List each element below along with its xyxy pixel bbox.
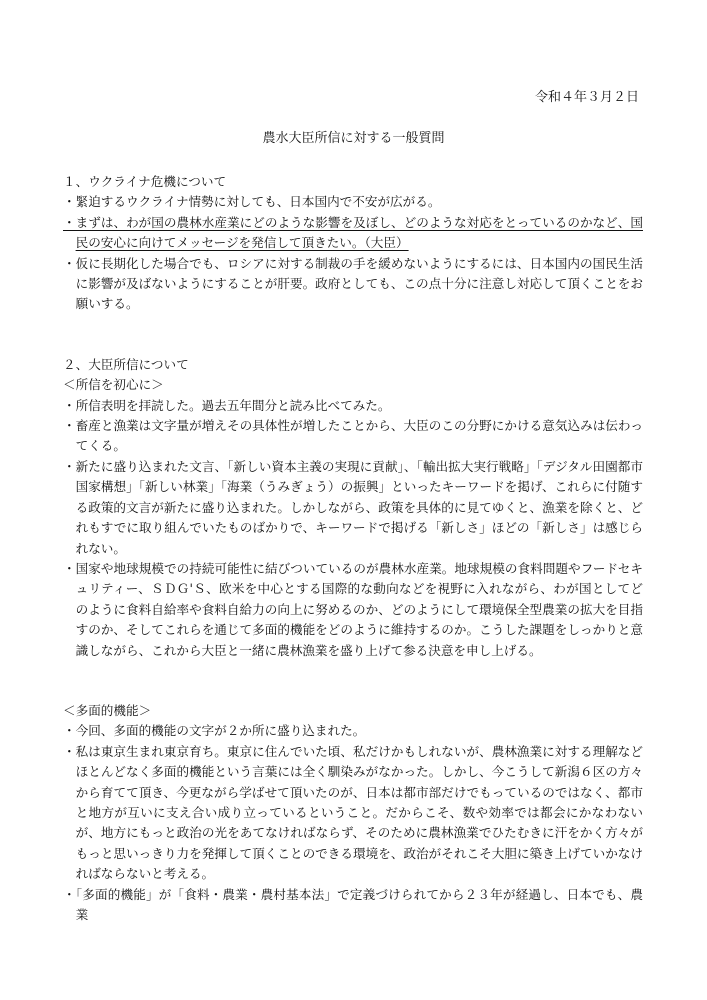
bullet-item: ・「多面的機能」が「食料・農業・農村基本法」で定義づけられてから２３年が経過し、日本でも、農業 (63, 886, 643, 922)
bullet-item-underlined: ・まずは、わが国の農林水産業にどのような影響を及ぼし、どのような対応をとっているのかなど、国民の安心に向けてメッセージを発信して頂きたい。（大臣） (63, 214, 643, 251)
section-spacer (63, 661, 643, 681)
bullet-item: ・緊迫するウクライナ情勢に対しても、日本国内で不安が広がる。 (63, 194, 441, 210)
subheading-multifunctional: ＜多面的機能＞ (63, 702, 152, 718)
bullet-item: ・所信表明を拝読した。過去五年間分と読み比べてみた。 (63, 397, 391, 413)
subheading-shoshin: ＜所信を初心に＞ (63, 377, 164, 393)
bullet-item: ・今回、多面的機能の文字が２か所に盛り込まれた。 (63, 723, 366, 739)
bullet-item: ・畜産と漁業は文字量が増えその具体性が増したことから、大臣のこの分野にかける意気込みは伝わってくる。 (63, 418, 643, 454)
document-date: 令和４年３月２日 (534, 90, 639, 105)
bullet-item: ・新たに盛り込まれた文言、「新しい資本主義の実現に貢献」、「輸出拡大実行戦略」「デジタル田園都市国家構想」「新しい林業」「海業（うみぎょう）の振興」といったキーワードを掲げ、これらに付随する政策的文言が新たに盛り込まれた。しかしながら、政策を具体的に見てゆくと、漁業を除くと、どれもすでに取り組んでいたものばかりで、キーワードで掲げる「新しさ」ほどの「新しさ」は感じられない。 (63, 458, 643, 556)
document-title: 農水大臣所信に対する一般質問 (262, 131, 445, 146)
section-spacer (63, 335, 643, 355)
document-body (63, 172, 643, 925)
bullet-item: ・国家や地球規模での持続可能性に結びついているのが農林水産業。地球規模の食料問題やフードセキュリティー、ＳＤＧ'Ｓ、欧米を中心とする国際的な動向などを視野に入れながら、わが国としてどのように食料自給率や食料自給力の向上に努めるのか、どのようにして環境保全型農業の拡大を目指すのか、そしてこれらを通じて多面的機能をどのように維持するのか。こうした課題をしっかりと意識しながら、これから大臣と一緒に農林漁業を盛り上げて参る決意を申し上げる。 (63, 560, 643, 658)
section-heading-minister-speech: ２、大臣所信について (63, 356, 189, 372)
bullet-item: ・仮に長期化した場合でも、ロシアに対する制裁の手を緩めないようにするには、日本国内の国民生活に影響が及ばないようにすることが肝要。政府としても、この点十分に注意し対応して頂くことをお願いする。 (63, 255, 643, 312)
bullet-item: ・私は東京生まれ東京育ち。東京に住んでいた頃、私だけかもしれないが、農林漁業に対する理解などほとんどなく多面的機能という言葉には全く馴染みがなかった。しかし、今こうして新潟６区の方々から育てて頂き、今更ながら学ばせて頂いたのが、日本は都市部だけでもっているのではなく、都市と地方が互いに支え合い成り立っているということ。だからこそ、数や効率では都会にかなわないが、地方にもっと政治の光をあてなければならず、そのために農林漁業でひたむきに汗をかく方々がもっと思いっきり力を発揮して頂くことのできる環境を、政治がそれこそ大胆に築き上げていかなければならないと考える。 (63, 743, 643, 882)
section-spacer (63, 681, 643, 701)
section-heading-ukraine: １、ウクライナ危機について (63, 174, 227, 189)
section-spacer (63, 315, 643, 335)
